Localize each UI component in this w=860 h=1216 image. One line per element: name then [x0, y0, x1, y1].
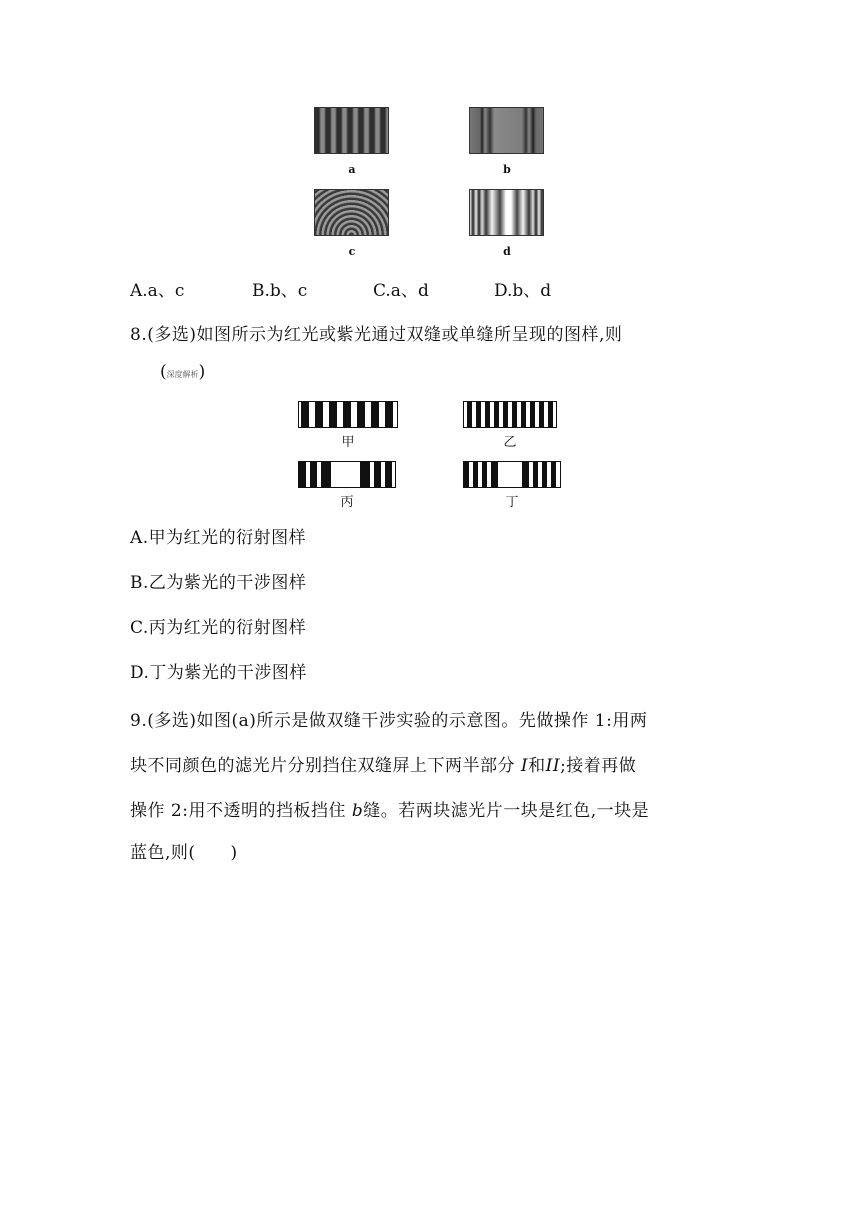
- region-i: I: [520, 756, 529, 776]
- q9-line-4: 蓝色,则( ): [130, 843, 238, 863]
- pattern-yi: [463, 401, 557, 428]
- region-ii: II: [545, 756, 561, 776]
- q8-tag-text: 深度解析: [166, 370, 199, 379]
- q8-paren-open: (: [160, 362, 167, 382]
- pattern-label-yi: 乙: [503, 435, 517, 450]
- caption-c: c: [348, 245, 356, 258]
- q9-line-2-start: 块不同颜色的滤光片分别挡住双缝屏上下两半部分: [130, 756, 521, 776]
- q9-line-3-end: 缝。若两块滤光片一块是红色,一块是: [363, 801, 650, 821]
- pattern-photo-c: [314, 189, 389, 236]
- q9-line-1: 9.(多选)如图(a)所示是做双缝干涉实验的示意图。先做操作 1:用两: [130, 711, 648, 731]
- caption-d: d: [503, 245, 511, 258]
- q9-line-3-start: 操作 2:用不透明的挡板挡住: [130, 801, 352, 821]
- pattern-ding: [463, 461, 561, 488]
- q9-line-2-and: 和: [528, 756, 546, 776]
- caption-b: b: [503, 163, 511, 176]
- q9-line-3: [130, 796, 649, 821]
- pattern-label-jia: 甲: [341, 435, 355, 450]
- q8-paren-close: ): [198, 362, 206, 382]
- q8-tag: [160, 362, 205, 382]
- q9-line-2: [130, 751, 636, 776]
- q7-option-b: B.b、c: [252, 281, 308, 301]
- q8-option-c: C.丙为红光的衍射图样: [130, 618, 307, 638]
- slit-b: b: [351, 801, 364, 821]
- pattern-photo-b: [469, 107, 544, 154]
- pattern-label-bing: 丙: [340, 495, 354, 510]
- q9-line-2-end: ;接着再做: [560, 756, 637, 776]
- q8-option-b: B.乙为紫光的干涉图样: [130, 573, 307, 593]
- q8-option-d: D.丁为紫光的干涉图样: [130, 663, 307, 683]
- pattern-label-ding: 丁: [505, 495, 519, 510]
- pattern-jia: [298, 401, 398, 428]
- pattern-photo-a: [314, 107, 389, 154]
- q8-stem: 8.(多选)如图所示为红光或紫光通过双缝或单缝所呈现的图样,则: [130, 325, 623, 345]
- q7-option-a: A.a、c: [130, 281, 185, 301]
- pattern-photo-d: [469, 189, 544, 236]
- caption-a: a: [348, 163, 356, 176]
- q7-option-c: C.a、d: [373, 281, 429, 301]
- q8-option-a: A.甲为红光的衍射图样: [130, 528, 307, 548]
- q7-option-d: D.b、d: [494, 281, 552, 301]
- pattern-bing: [298, 461, 396, 488]
